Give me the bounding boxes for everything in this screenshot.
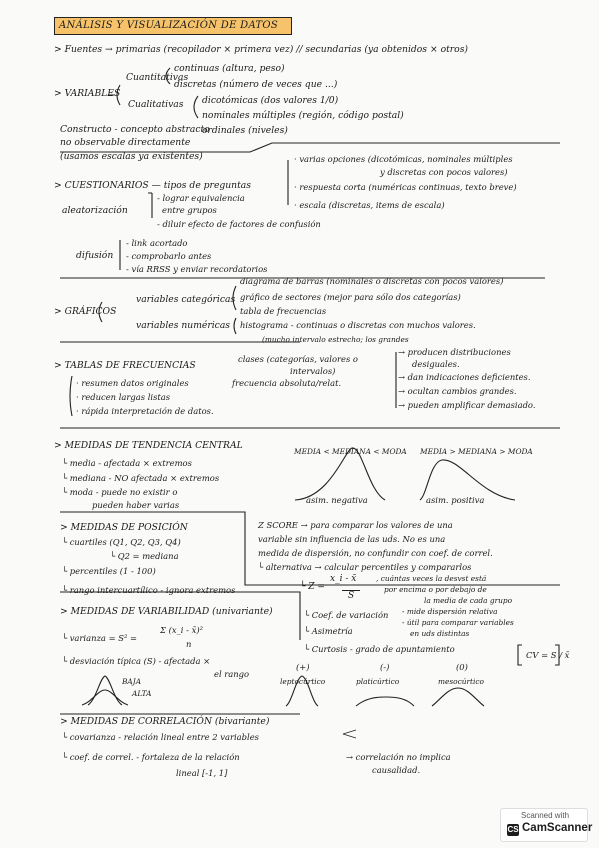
coef-correl-line-1: └ coef. de correl. - fortaleza de la relación <box>62 752 240 762</box>
desviacion-line-1: └ desviación típica (S) - afectada × <box>62 656 211 666</box>
constructo-line-1: Constructo - concepto abstracto <box>60 124 210 135</box>
zscore-note-3: la media de cada grupo <box>424 596 513 605</box>
curtosis-item: └ Curtosis - grado de apuntamiento <box>304 644 455 654</box>
platicurtico-label: platicúrtico <box>356 677 400 686</box>
aleatorizacion-item-2: entre grupos <box>162 205 217 215</box>
tablas-clases-1: clases (categorías, valores o <box>238 354 358 364</box>
leptocurtico-label: leptocúrtico <box>280 677 326 686</box>
desviacion-line-2: el rango <box>214 669 250 679</box>
asimetria-positiva: asim. positiva <box>426 495 485 505</box>
mesocurtico-label: mesocúrtico <box>438 677 484 686</box>
cv-formula: CV = S / x̄ <box>526 650 570 660</box>
zscore-formula-lhs: └ Z = <box>300 582 325 592</box>
constructo-line-2: no observable directamente <box>60 137 191 148</box>
posicion-rango: └ rango intercuartílico - ignora extremos <box>62 585 236 595</box>
histograma-efecto-1b: desiguales. <box>412 359 460 369</box>
covarianza-line: └ covarianza - relación lineal entre 2 variables <box>62 732 259 742</box>
tablas-bullet-3: · rápida interpretación de datos. <box>76 406 214 416</box>
tendencia-heading: > MEDIDAS DE TENDENCIA CENTRAL <box>54 440 243 451</box>
tabla-frecuencias-item: tabla de frecuencias <box>240 306 327 316</box>
continuas-text: continuas (altura, peso) <box>174 63 285 74</box>
posicion-percentiles: └ percentiles (1 - 100) <box>62 566 156 576</box>
ordinales-text: ordinales (niveles) <box>202 125 288 136</box>
histograma-item: histograma - continuas o discretas con muchos valores. <box>240 320 476 330</box>
asimetria-negativa: asim. negativa <box>306 495 368 505</box>
curtosis-zero: (0) <box>456 662 468 672</box>
grafico-sectores: gráfico de sectores (mejor para sólo dos categorías) <box>240 292 461 302</box>
variables-numericas: variables numéricas <box>136 320 231 331</box>
coef-variacion-item-1: - mide dispersión relativa <box>402 607 498 616</box>
cuantitativas-label: Cuantitativas <box>126 72 189 83</box>
camscanner-brand: CamScanner <box>522 822 593 834</box>
aleatorizacion-item-1: - lograr equivalencia <box>157 193 245 203</box>
page-title: ANÁLISIS Y VISUALIZACIÓN DE DATOS <box>54 17 292 35</box>
zscore-note-1: , cuántas veces la desvst está <box>376 574 487 583</box>
tablas-heading: > TABLAS DE FRECUENCIAS <box>54 360 196 371</box>
histograma-efecto-1: → producen distribuciones <box>398 347 511 357</box>
curva-baja-label: BAJA <box>122 677 142 686</box>
curtosis-minus: (-) <box>380 662 390 672</box>
posicion-q2: └ Q2 = mediana <box>110 551 179 561</box>
coef-variacion-item-3: en uds distintas <box>410 629 470 638</box>
asimetria-item: └ Asimetría <box>304 626 353 636</box>
tendencia-media: └ media - afectada × extremos <box>62 458 192 468</box>
curve-positive-label: MEDIA > MEDIANA > MODA <box>420 447 533 456</box>
histograma-nota: (mucho intervalo estrecho; los grandes <box>262 335 409 344</box>
nominales-text: nominales múltiples (región, código postal) <box>202 110 404 121</box>
coef-variacion: └ Coef. de variación <box>304 610 389 620</box>
tablas-bullet-1: · resumen datos originales <box>76 378 189 388</box>
tendencia-moda-2: pueden haber varias <box>92 500 180 510</box>
variables-heading: > VARIABLES <box>54 88 121 99</box>
tablas-bullet-2: · reducen largas listas <box>76 392 171 402</box>
difusion-item-3: - vía RRSS y enviar recordatorios <box>126 264 268 274</box>
zscore-line-2: variable sin influencia de las uds. No es una <box>258 534 446 544</box>
difusion-item-2: - comprobarlo antes <box>126 251 212 261</box>
cualitativas-label: Cualitativas <box>128 99 184 110</box>
pregunta-tipo-4: · escala (discretas, items de escala) <box>294 200 445 210</box>
pregunta-tipo-2: y discretas con pocos valores) <box>380 167 508 177</box>
histograma-efecto-3: → ocultan cambios grandes. <box>398 386 517 396</box>
pregunta-tipo-1: · varias opciones (dicotómicas, nominales múltiples <box>294 154 513 164</box>
dicotomicas-text: dicotómicas (dos valores 1/0) <box>202 95 339 106</box>
curva-alta-label: ALTA <box>132 689 152 698</box>
tendencia-mediana: └ mediana - NO afectada × extremos <box>62 473 220 483</box>
aleatorizacion-item-3: - diluir efecto de factores de confusión <box>157 219 321 229</box>
zscore-line-4: └ alternativa → calcular percentiles y compararlos <box>258 562 472 572</box>
cuestionarios-heading: > CUESTIONARIOS — tipos de preguntas <box>54 180 251 191</box>
scanned-with-text: Scanned with <box>521 811 570 820</box>
difusion-label: difusión <box>76 250 114 261</box>
grafico-barras: diagrama de barras (nominales o discretas con pocos valores) <box>240 276 504 286</box>
zscore-formula-num: x_i - x̄ <box>330 574 357 584</box>
aleatorizacion-label: aleatorización <box>62 205 128 216</box>
histograma-efecto-2: → dan indicaciones deficientes. <box>398 372 531 382</box>
histograma-efecto-4: → pueden amplificar demasiado. <box>398 400 536 410</box>
variables-categoricas: variables categóricas <box>136 294 236 305</box>
camscanner-badge <box>500 808 593 842</box>
zscore-formula-den: S <box>342 590 360 602</box>
zscore-line-1: Z SCORE → para comparar los valores de una <box>258 520 453 530</box>
curve-negative-label: MEDIA < MEDIANA < MODA <box>294 447 407 456</box>
tablas-frecuencia: frecuencia absoluta/relat. <box>232 378 342 388</box>
curtosis-plus: (+) <box>296 662 310 672</box>
constructo-line-3: (usamos escalas ya existentes) <box>60 151 203 162</box>
varianza-lhs: └ varianza = S² = <box>62 633 138 643</box>
graficos-heading: > GRÁFICOS <box>54 306 117 317</box>
varianza-numerator: Σ (x_i - x̄)² <box>160 625 203 635</box>
posicion-cuartiles: └ cuartiles (Q1, Q2, Q3, Q4) <box>62 537 181 547</box>
pregunta-tipo-3: · respuesta corta (numéricas continuas, texto breve) <box>294 182 517 192</box>
camscanner-logo: CS <box>507 825 519 834</box>
posicion-heading: > MEDIDAS DE POSICIÓN <box>60 522 188 533</box>
correlacion-nota-1: → correlación no implica <box>346 752 451 762</box>
fuentes-line: > Fuentes → primarias (recopilador × primera vez) // secundarias (ya obtenidos × otros) <box>54 44 469 55</box>
varianza-denominator: n <box>186 639 192 649</box>
difusion-item-1: - link acortado <box>126 238 188 248</box>
correlacion-nota-2: causalidad. <box>372 765 421 775</box>
coef-correl-line-2: lineal [-1, 1] <box>176 768 228 778</box>
correlacion-heading: > MEDIDAS DE CORRELACIÓN (bivariante) <box>60 716 270 727</box>
zscore-line-3: medida de dispersión, no confundir con coef. de correl. <box>258 548 493 558</box>
coef-variacion-item-2: - útil para comparar variables <box>402 618 514 627</box>
variabilidad-heading: > MEDIDAS DE VARIABILIDAD (univariante) <box>60 606 273 617</box>
zscore-note-2: por encima o por debajo de <box>384 585 487 594</box>
tablas-clases-2: intervalos) <box>290 366 336 376</box>
discretas-text: discretas (número de veces que ...) <box>174 79 338 90</box>
tendencia-moda-1: └ moda - puede no existir o <box>62 487 178 497</box>
